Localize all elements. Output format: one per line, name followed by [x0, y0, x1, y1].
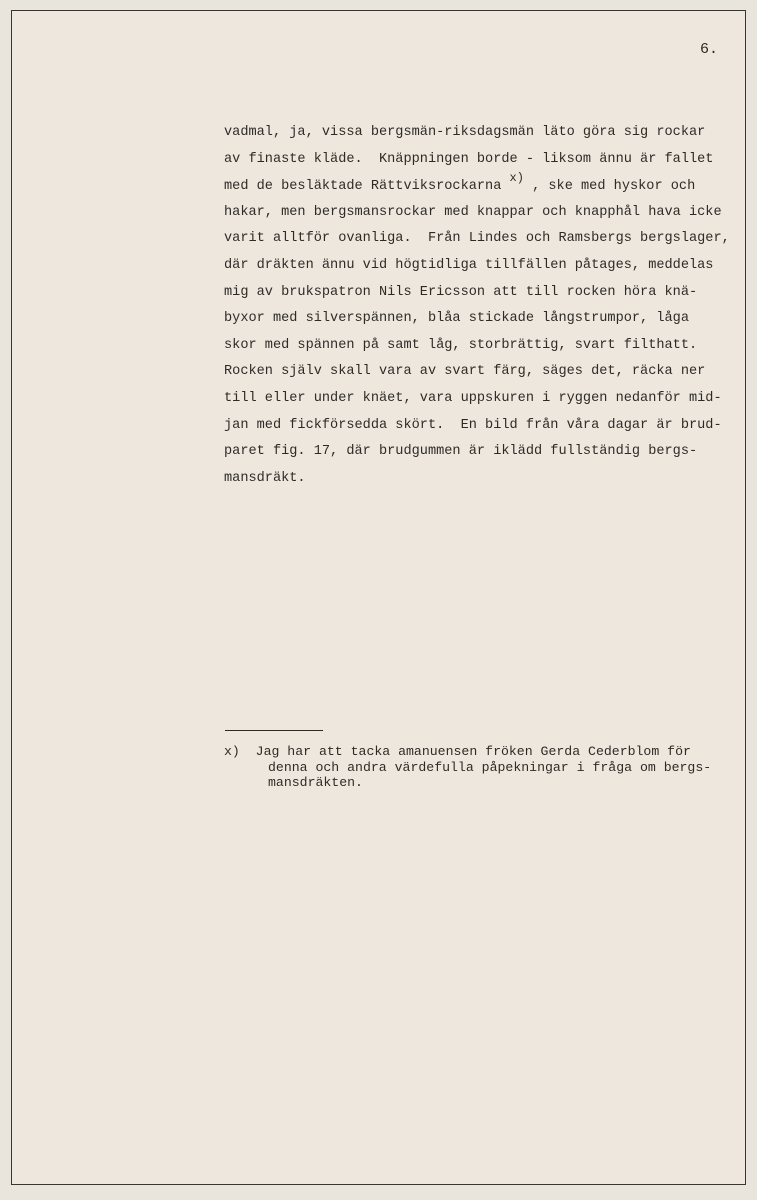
footnote-line — [224, 744, 711, 760]
body-line: Rocken själv skall vara av svart färg, säges det, räcka ner — [224, 364, 706, 380]
body-line: paret fig. 17, där brudgummen är iklädd fullständig bergs- — [224, 444, 698, 460]
footnote-line: mansdräkten. — [268, 775, 363, 790]
footnote-text: Jag har att tacka amanuensen fröken Gerda Cederblom för — [255, 744, 691, 759]
body-line-text: , ske med hyskor och — [523, 179, 696, 195]
body-line — [224, 171, 730, 203]
body-line: där dräkten ännu vid högtidliga tillfällen påtages, meddelas — [224, 257, 714, 273]
body-line: skor med spännen på samt låg, storbrättig, svart filthatt. — [224, 337, 698, 353]
body-line: varit alltför ovanliga. Från Lindes och Ramsbergs bergslager, — [224, 231, 730, 247]
body-paragraph — [224, 123, 730, 495]
body-line: mig av brukspatron Nils Ericsson att till rocken höra knä- — [224, 284, 698, 300]
body-line: hakar, men bergsmansrockar med knappar och knapphål hava icke — [224, 204, 722, 220]
footnote-line: denna och andra värdefulla påpekningar i fråga om bergs- — [268, 759, 712, 775]
body-line: byxor med silverspännen, blåa stickade långstrumpor, låga — [224, 311, 689, 327]
footnote-divider — [225, 730, 323, 731]
footnote-marker: x) — [224, 744, 240, 759]
body-line: till eller under knäet, vara uppskuren i ryggen nedanför mid- — [224, 390, 722, 406]
body-line-text: med de besläktade Rättviksrockarna — [224, 179, 510, 195]
document-page — [11, 10, 746, 1185]
body-line: vadmal, ja, vissa bergsmän-riksdagsmän läto göra sig rockar — [224, 125, 706, 140]
body-line: jan med fickförsedda skört. En bild från våra dagar är brud- — [224, 417, 722, 433]
body-line: av finaste kläde. Knäppningen borde - liksom ännu är fallet — [224, 151, 714, 167]
footnote — [224, 744, 711, 791]
body-line: mansdräkt. — [224, 470, 306, 486]
page-number: 6. — [700, 41, 719, 58]
footnote-reference: x) — [509, 171, 524, 186]
